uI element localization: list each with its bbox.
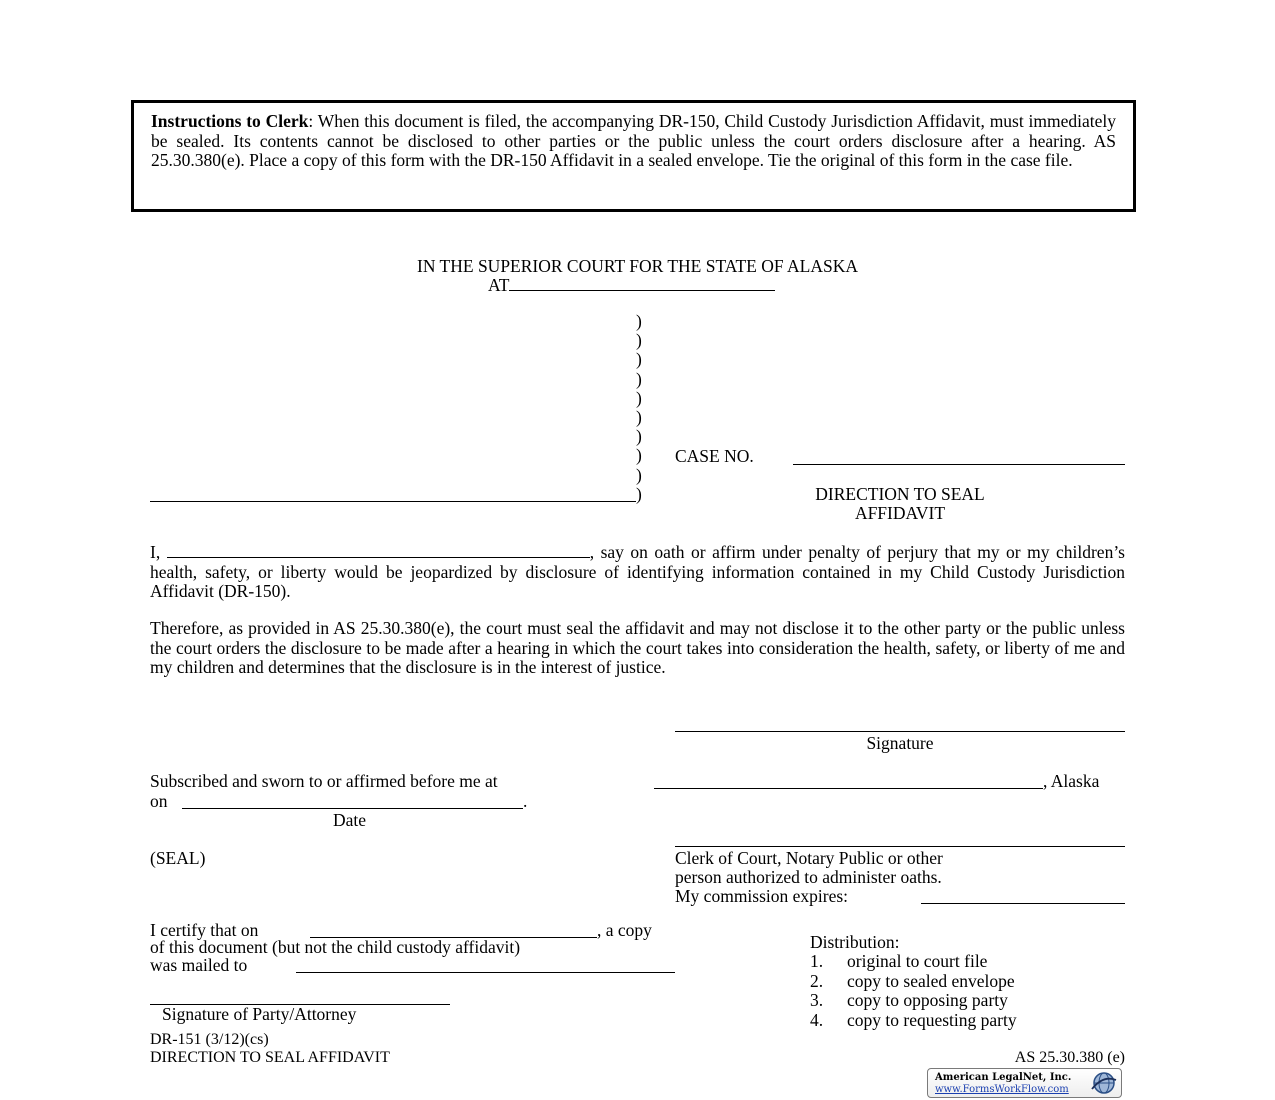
caption-paren: )	[636, 445, 642, 466]
certify-line1-start: I certify that on	[150, 920, 259, 940]
date-label: Date	[333, 810, 367, 830]
commission-label: My commission expires:	[675, 886, 849, 906]
doc-title-line1: DIRECTION TO SEAL	[815, 484, 985, 504]
item-text: original to court file	[847, 951, 988, 971]
logo-url[interactable]: www.FormsWorkFlow.com	[935, 1084, 1069, 1095]
item-text: copy to opposing party	[847, 990, 1008, 1010]
distribution-title: Distribution:	[810, 932, 900, 952]
form-number: DR-151 (3/12)(cs)	[150, 1031, 269, 1048]
caption-paren: )	[636, 387, 642, 408]
court-title: IN THE SUPERIOR COURT FOR THE STATE OF ALASKA	[417, 256, 858, 276]
caption-paren: )	[636, 483, 642, 504]
caption-paren: )	[636, 407, 642, 428]
distribution-item	[810, 991, 1017, 1011]
distribution-list	[810, 952, 1017, 1030]
item-number: 4.	[810, 1009, 824, 1030]
signature-input[interactable]	[675, 715, 1125, 732]
party-name-input[interactable]	[150, 484, 636, 502]
distribution-item	[810, 972, 1017, 992]
item-number: 1.	[810, 951, 824, 971]
distribution-item	[810, 952, 1017, 972]
certify-line1-end: , a copy	[597, 920, 652, 940]
clerk-line1: Clerk of Court, Notary Public or other	[675, 848, 943, 868]
mailed-to-input[interactable]	[296, 956, 675, 973]
instructions-text: : When this document is filed, the accompanying DR-150, Child Custody Jurisdiction Affidavit, must immediately be sealed. Its contents cannot be disclosed to other parties or the public unless the court orders disclosure after a hearing. AS 25.30.380(e). Place a copy of this form with the DR-150 Affidavit in a sealed envelope. Tie the original of this form in the case file.	[151, 111, 1116, 170]
statute-reference: AS 25.30.380 (e)	[1014, 1049, 1125, 1066]
on-label: on	[150, 791, 168, 811]
seal-label: (SEAL)	[150, 848, 206, 868]
item-number: 3.	[810, 990, 824, 1010]
caption-paren: )	[636, 464, 642, 485]
oath-rest: , say on oath or affirm under penalty of perjury that my or my children’s health, safety, or liberty would be jeopardized by disclosure of identifying information contained in my Child Custody Jurisdiction Affidavit (DR-150).	[150, 542, 1125, 601]
oath-paragraph	[150, 542, 1125, 602]
logo-name: American LegalNet, Inc.	[935, 1072, 1072, 1083]
signature-label: Signature	[866, 733, 934, 753]
oath-start: I,	[150, 542, 161, 562]
doc-title-line2: AFFIDAVIT	[854, 503, 946, 523]
sworn-date-input[interactable]	[182, 792, 523, 809]
commission-expires-input[interactable]	[921, 887, 1125, 904]
party-signature-input[interactable]	[150, 988, 450, 1005]
at-location-input[interactable]	[509, 275, 775, 291]
alaska-label: , Alaska	[1043, 771, 1100, 791]
subscribed-text: Subscribed and sworn to or affirmed before me at	[150, 771, 498, 791]
clerk-signature-input[interactable]	[675, 830, 1125, 847]
therefore-paragraph: Therefore, as provided in AS 25.30.380(e), the court must seal the affidavit and may not disclose it to the other party or the public unless the court orders the disclosure to be made after a hearing in which the court takes into consideration the health, safety, or liberty of me and my children and determines that the disclosure is in the interest of justice.	[150, 618, 1125, 677]
party-signature-label: Signature of Party/Attorney	[162, 1004, 357, 1024]
item-number: 2.	[810, 970, 824, 991]
form-title-footer: DIRECTION TO SEAL AFFIDAVIT	[150, 1049, 390, 1066]
at-field	[488, 275, 775, 296]
caption-paren: )	[636, 311, 642, 331]
item-text: copy to sealed envelope	[847, 970, 1015, 991]
globe-icon	[1089, 1071, 1117, 1095]
case-no-input[interactable]	[793, 448, 1125, 465]
clerk-line2: person authorized to administer oaths.	[675, 867, 942, 887]
at-label: AT	[488, 275, 510, 295]
caption-paren: )	[636, 349, 642, 370]
date-period: .	[523, 791, 528, 811]
mailed-date-input[interactable]	[310, 921, 597, 938]
item-text: copy to requesting party	[847, 1009, 1017, 1030]
legalnet-logo[interactable]	[927, 1068, 1122, 1098]
caption-paren: )	[636, 426, 642, 447]
caption-paren: )	[636, 368, 642, 389]
distribution-item	[810, 1011, 1017, 1031]
instructions-box	[131, 100, 1136, 212]
caption-parens	[636, 312, 648, 504]
affiant-name-input[interactable]	[167, 542, 590, 558]
sworn-location-input[interactable]	[654, 772, 1043, 789]
instructions-label: Instructions to Clerk	[151, 111, 309, 131]
certify-line2: of this document (but not the child custody affidavit)	[150, 937, 521, 957]
certify-line3: was mailed to	[150, 955, 248, 975]
caption-paren: )	[636, 330, 642, 351]
case-no-label: CASE NO.	[675, 446, 754, 466]
